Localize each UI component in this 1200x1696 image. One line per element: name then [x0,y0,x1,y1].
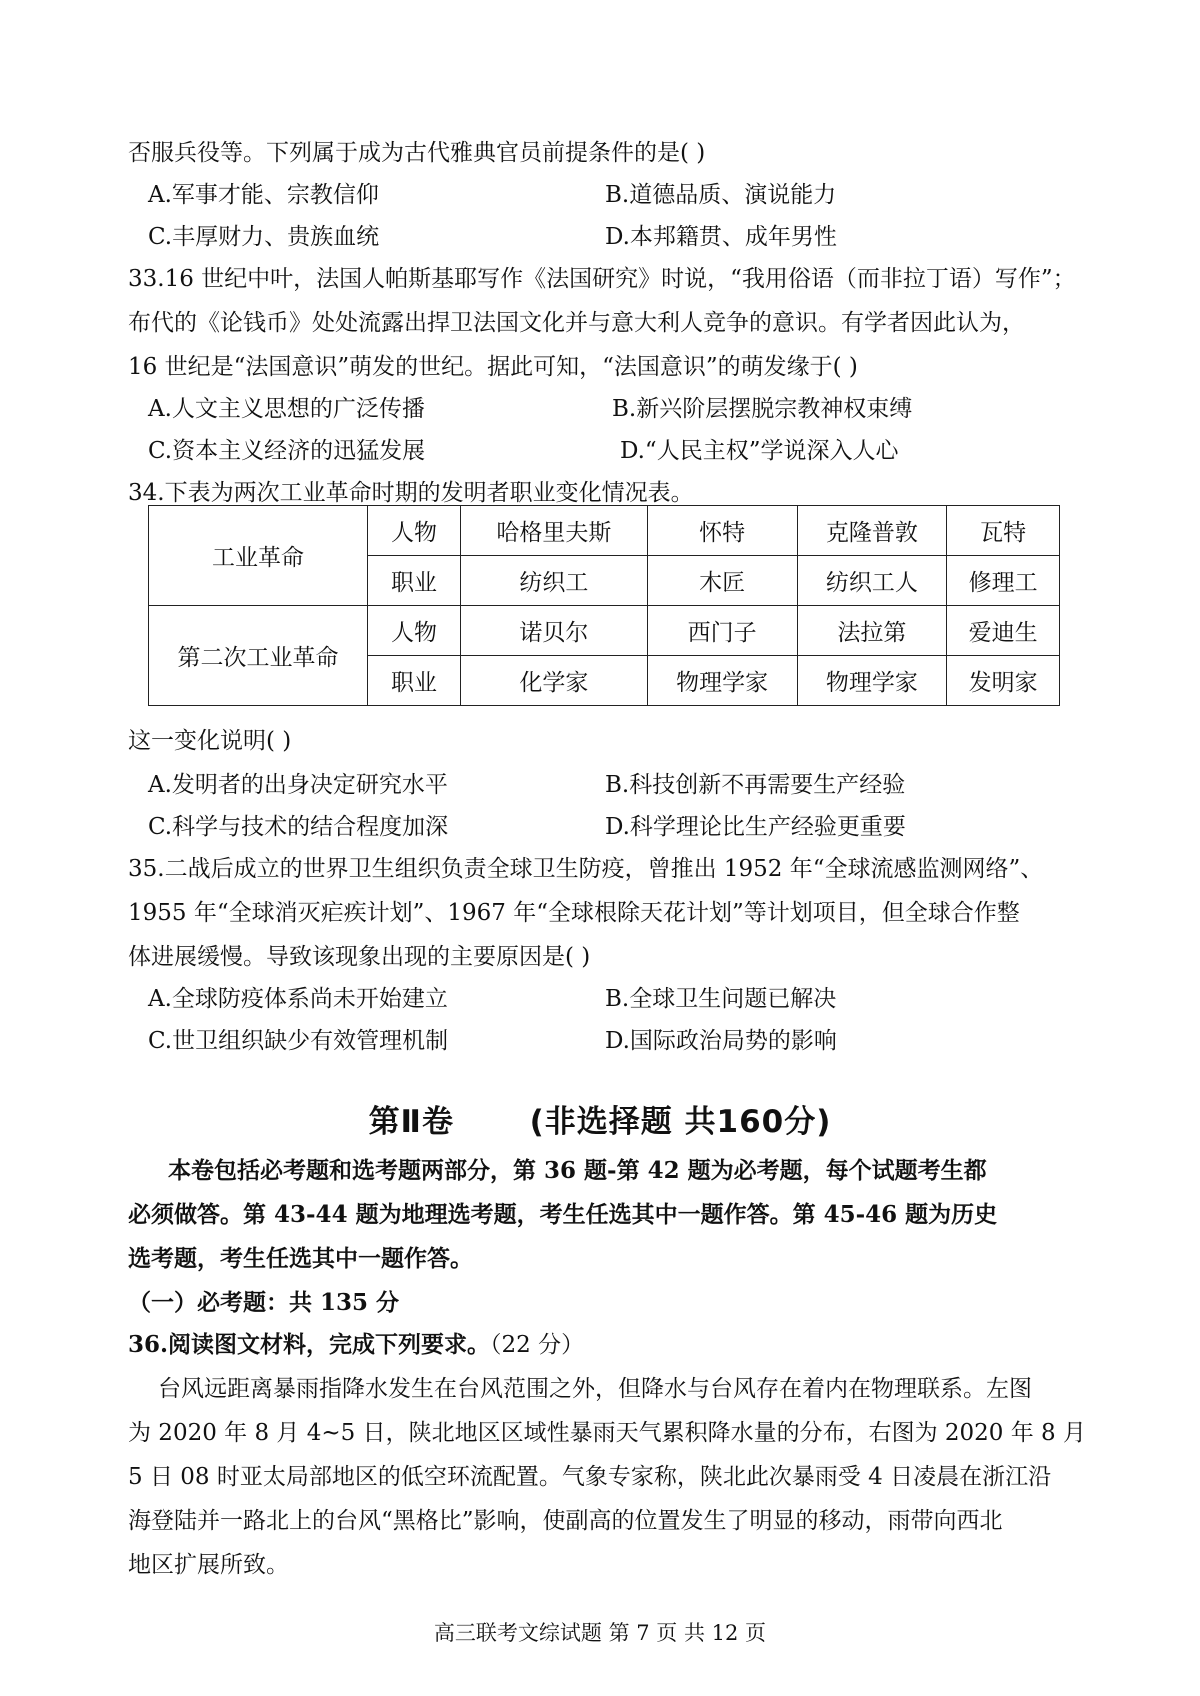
table-cell: 修理工 [947,556,1060,606]
table-cell: 诺贝尔 [461,606,648,656]
q35-option-d: D.国际政治局势的影响 [605,1028,837,1054]
table-row-label: 职业 [368,556,461,606]
page-footer: 高三联考文综试题 第 7 页 共 12 页 [433,1621,767,1645]
table-group-first: 工业革命 [149,506,368,606]
table-cell: 化学家 [461,656,648,706]
table-row-label: 人物 [368,506,461,556]
q32-option-a: A.军事才能、宗教信仰 [148,182,379,208]
q36-score: （22 分） [490,1332,585,1358]
q35-stem-line: 35.二战后成立的世界卫生组织负责全球卫生防疫，曾推出 1952 年“全球流感监测网络”、 [128,856,1044,882]
table-row-label: 职业 [368,656,461,706]
q36-heading: 36.阅读图文材料，完成下列要求。 [128,1331,491,1358]
q34-option-d: D.科学理论比生产经验更重要 [605,814,906,840]
instructions-line: 选考题，考生任选其中一题作答。 [128,1245,473,1272]
table-cell: 法拉第 [797,606,947,656]
table-cell: 纺织工 [461,556,648,606]
table-cell: 怀特 [647,506,797,556]
q33-option-a: A.人文主义思想的广泛传播 [148,396,425,422]
q36-material-line: 台风远距离暴雨指降水发生在台风范围之外，但降水与台风存在着内在物理联系。左图 [158,1376,1032,1402]
table-cell: 物理学家 [647,656,797,706]
section-title-volume: 第Ⅱ卷 [368,1104,454,1140]
q33-stem-line: 33.16 世纪中叶，法国人帕斯基耶写作《法国研究》时说，“我用俗语（而非拉丁语）写作”； [128,266,1076,292]
q36-material-line: 5 日 08 时亚太局部地区的低空环流配置。气象专家称，陕北此次暴雨受 4 日凌晨在浙江沿 [128,1464,1052,1490]
q32-option-d: D.本邦籍贯、成年男性 [605,224,837,250]
q32-option-c: C.丰厚财力、贵族血统 [148,224,380,250]
table-cell: 瓦特 [947,506,1060,556]
table-cell: 爱迪生 [947,606,1060,656]
instructions-line: 本卷包括必考题和选考题两部分，第 36 题-第 42 题为必考题，每个试题考生都 [168,1157,987,1184]
table-row-label: 人物 [368,606,461,656]
q34-option-a: A.发明者的出身决定研究水平 [148,772,448,798]
q36-material-line: 地区扩展所致。 [128,1552,289,1578]
q35-stem-line: 1955 年“全球消灭疟疾计划”、1967 年“全球根除天花计划”等计划项目，但全球合作整 [128,900,1020,926]
q32-stem-tail: 否服兵役等。下列属于成为古代雅典官员前提条件的是( ) [128,140,706,166]
q33-option-d: D.“人民主权”学说深入人心 [620,438,899,464]
q34-option-c: C.科学与技术的结合程度加深 [148,814,449,840]
table-cell: 物理学家 [797,656,947,706]
q35-option-c: C.世卫组织缺少有效管理机制 [148,1028,449,1054]
q33-stem-line: 16 世纪是“法国意识”萌发的世纪。据此可知，“法国意识”的萌发缘于( ) [128,354,858,380]
q32-option-b: B.道德品质、演说能力 [605,182,837,208]
table-group-second: 第二次工业革命 [149,606,368,706]
table-cell: 哈格里夫斯 [461,506,648,556]
q34-option-b: B.科技创新不再需要生产经验 [605,772,906,798]
q33-option-c: C.资本主义经济的迅猛发展 [148,438,426,464]
table-cell: 发明家 [947,656,1060,706]
q36-material-line: 海登陆并一路北上的台风“黑格比”影响，使副高的位置发生了明显的移动，雨带向西北 [128,1508,1003,1534]
q35-option-b: B.全球卫生问题已解决 [605,986,837,1012]
q36-heading-row [128,1326,1080,1359]
section-title [0,1096,1200,1141]
q36-material-line: 为 2020 年 8 月 4~5 日，陕北地区区域性暴雨天气累积降水量的分布，右图为 2020 年 8 月 [128,1420,1086,1446]
q33-option-b: B.新兴阶层摆脱宗教神权束缚 [612,396,913,422]
q35-stem-line: 体进展缓慢。导致该现象出现的主要原因是( ) [128,944,591,970]
instructions-line: 必须做答。第 43-44 题为地理选考题，考生任选其中一题作答。第 45-46 题为历史 [128,1201,998,1228]
q35-option-a: A.全球防疫体系尚未开始建立 [148,986,448,1012]
table-cell: 纺织工人 [797,556,947,606]
q34-question: 这一变化说明( ) [128,728,292,754]
table-cell: 克隆普敦 [797,506,947,556]
q34-stem: 34.下表为两次工业革命时期的发明者职业变化情况表。 [128,480,694,506]
table-cell: 木匠 [647,556,797,606]
table-cell: 西门子 [647,606,797,656]
required-heading: （一）必考题：共 135 分 [128,1289,400,1316]
inventor-table [148,505,1060,706]
q33-stem-line: 布代的《论钱币》处处流露出捍卫法国文化并与意大利人竞争的意识。有学者因此认为， [128,310,1025,336]
section-title-subtitle: (非选择题 共160分) [529,1104,832,1140]
